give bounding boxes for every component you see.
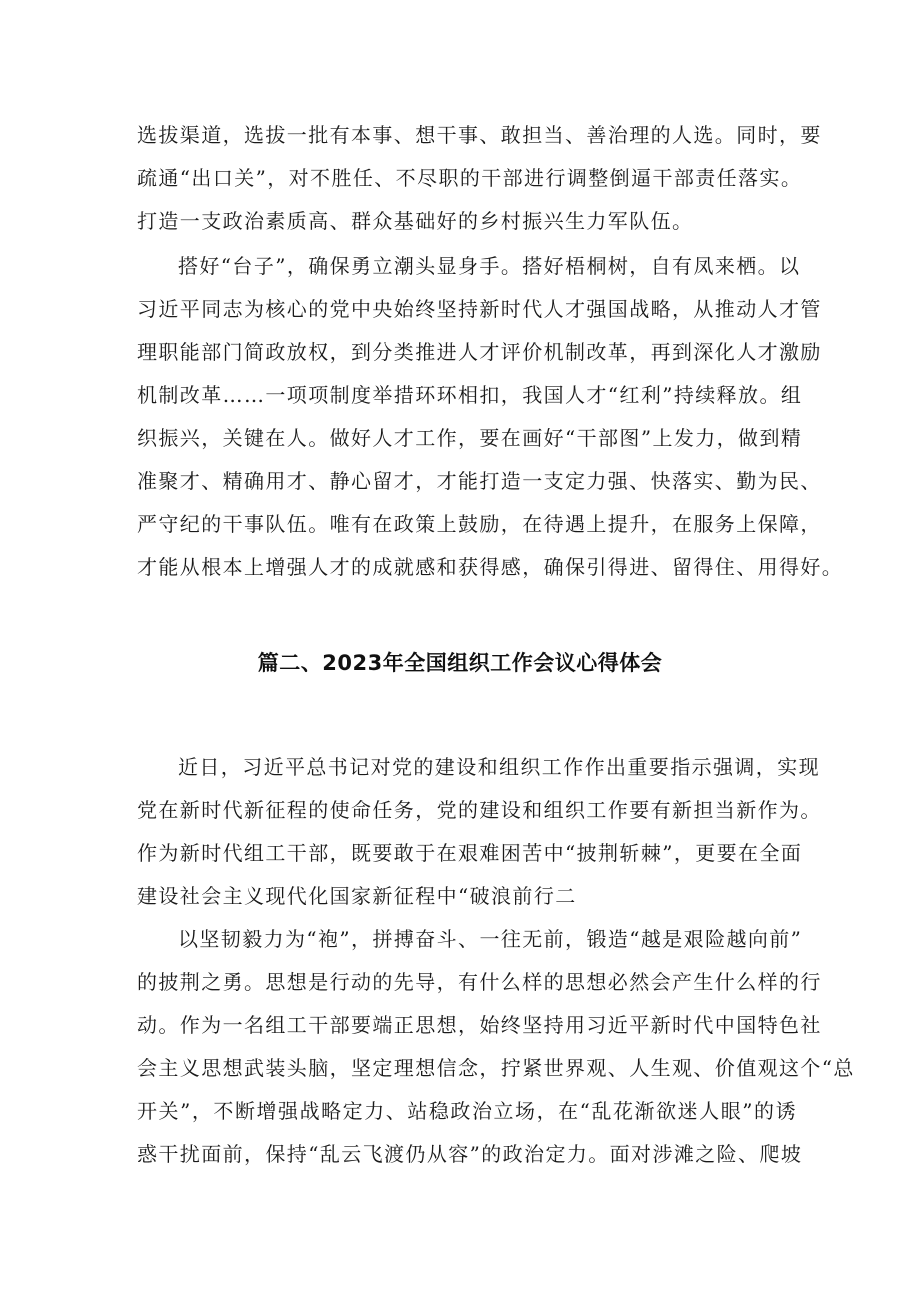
text-line: 会主义思想武装头脑，坚定理想信念，拧紧世界观、人生观、价值观这个“总 bbox=[137, 1056, 855, 1080]
text-line: 机制改革……一项项制度举措环环相扣，我国人才“红利”持续释放。组 bbox=[137, 383, 803, 407]
text-line: 惑干扰面前，保持“乱云飞渡仍从容”的政治定力。面对涉滩之险、爬坡 bbox=[137, 1142, 803, 1166]
text-line: 准聚才、精确用才、静心留才，才能打造一支定力强、快落实、勤为民、 bbox=[137, 469, 822, 493]
text-line: 开关”，不断增强战略定力、站稳政治立场，在“乱花渐欲迷人眼”的诱 bbox=[137, 1099, 797, 1123]
text-line: 近日，习近平总书记对党的建设和组织工作作出重要指示强调，实现 bbox=[178, 755, 820, 779]
text-line: 的披荆之勇。思想是行动的先导，有什么样的思想必然会产生什么样的行 bbox=[137, 970, 822, 994]
text-line: 才能从根本上增强人才的成就感和获得感，确保引得进、留得住、用得好。 bbox=[137, 555, 844, 579]
text-line: 疏通“出口关”，对不胜任、不尽职的干部进行调整倒逼干部责任落实。 bbox=[137, 166, 803, 190]
text-line: 打造一支政治素质高、群众基础好的乡村振兴生力军队伍。 bbox=[137, 209, 694, 233]
section-heading: 篇二、2023年全国组织工作会议心得体会 bbox=[257, 651, 663, 675]
text-line: 严守纪的干事队伍。唯有在政策上鼓励，在待遇上提升，在服务上保障， bbox=[137, 512, 822, 536]
text-line: 搭好“台子”，确保勇立潮头显身手。搭好梧桐树，自有凤来栖。以 bbox=[178, 254, 801, 278]
text-line: 建设社会主义现代化国家新征程中“破浪前行二 bbox=[137, 884, 577, 908]
text-line: 作为新时代组工干部，既要敢于在艰难困苦中“披荆斩棘”，更要在全面 bbox=[137, 841, 803, 865]
text-line: 织振兴，关键在人。做好人才工作，要在画好“干部图”上发力，做到精 bbox=[137, 426, 803, 450]
text-line: 选拔渠道，选拔一批有本事、想干事、敢担当、善治理的人选。同时，要 bbox=[137, 123, 822, 147]
text-line: 党在新时代新征程的使命任务，党的建设和组织工作要有新担当新作为。 bbox=[137, 798, 822, 822]
text-line: 习近平同志为核心的党中央始终坚持新时代人才强国战略，从推动人才管 bbox=[137, 297, 822, 321]
text-line: 动。作为一名组工干部要端正思想，始终坚持用习近平新时代中国特色社 bbox=[137, 1013, 822, 1037]
text-line: 理职能部门简政放权，到分类推进人才评价机制改革，再到深化人才激励 bbox=[137, 340, 822, 364]
text-line: 以坚韧毅力为“袍”，拼搏奋斗、一往无前，锻造“越是艰险越向前” bbox=[178, 927, 803, 951]
